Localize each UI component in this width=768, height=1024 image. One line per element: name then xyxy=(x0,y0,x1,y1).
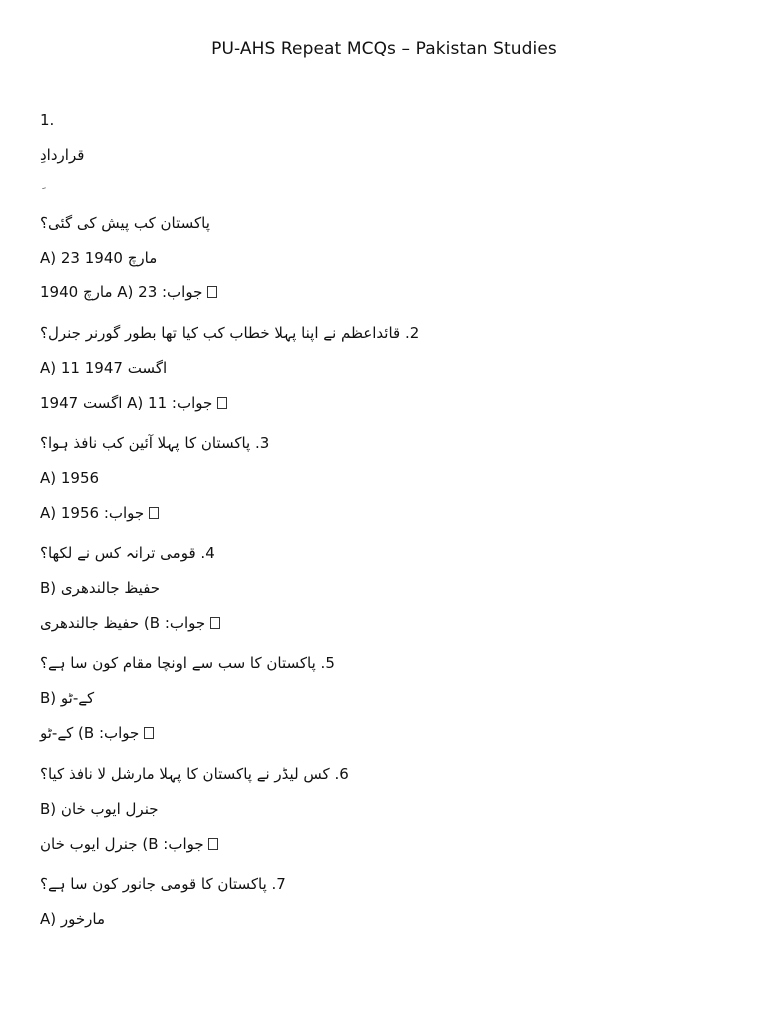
question-5-answer xyxy=(40,724,156,742)
question-7-text: 7. پاکستان کا قومی جانور کون سا ہے؟ xyxy=(40,875,286,893)
question-2-option: A) 11 اگست 1947 xyxy=(40,359,168,377)
question-4-text: 4. قومی ترانہ کس نے لکھا؟ xyxy=(40,544,215,562)
question-7-option: A) مارخور xyxy=(40,910,106,928)
question-3-answer-text: جواب: A) 1956 xyxy=(40,504,149,522)
question-3-answer xyxy=(40,504,161,522)
question-6-answer-text: جواب: B) جنرل ایوب خان xyxy=(40,835,209,853)
question-3-text: 3. پاکستان کا پہلا آئین کب نافذ ہوا؟ xyxy=(40,434,270,452)
checkmark-icon xyxy=(208,838,218,850)
checkmark-icon xyxy=(149,507,159,519)
question-1-text-part1: قراردادِ xyxy=(40,146,85,164)
question-2-text: 2. قائداعظم نے اپنا پہلا خطاب کب کیا تھا بطور گورنر جنرل؟ xyxy=(40,324,420,342)
question-6-answer xyxy=(40,835,220,853)
question-4-option: B) حفیظ جالندھری xyxy=(40,579,161,597)
checkmark-icon xyxy=(210,617,220,629)
question-1-answer-text: جواب: A) 23 مارچ 1940 xyxy=(40,283,208,301)
checkmark-icon xyxy=(207,286,217,298)
document-title: PU-AHS Repeat MCQs – Pakistan Studies xyxy=(211,39,557,59)
question-2-answer xyxy=(40,394,229,412)
question-6-option: B) جنرل ایوب خان xyxy=(40,800,159,818)
question-6-text: 6. کس لیڈر نے پاکستان کا پہلا مارشل لا نافذ کیا؟ xyxy=(40,765,349,783)
question-5-text: 5. پاکستان کا سب سے اونچا مقام کون سا ہے؟ xyxy=(40,654,335,672)
question-5-option: B) کے-ٹو xyxy=(40,689,95,707)
question-2-answer-text: جواب: A) 11 اگست 1947 xyxy=(40,394,218,412)
checkmark-icon xyxy=(217,397,227,409)
question-1-number: 1. xyxy=(40,111,55,129)
question-5-answer-text: جواب: B) کے-ٹو xyxy=(40,724,145,742)
question-1-text-part2: پاکستان کب پیش کی گئی؟ xyxy=(40,214,215,232)
question-3-option: A) 1956 xyxy=(40,469,100,487)
checkmark-icon xyxy=(144,727,154,739)
question-1-option: A) 23 مارچ 1940 xyxy=(40,249,158,267)
question-1-answer xyxy=(40,283,219,301)
question-4-answer xyxy=(40,614,222,632)
question-4-answer-text: جواب: B) حفیظ جالندھری xyxy=(40,614,210,632)
